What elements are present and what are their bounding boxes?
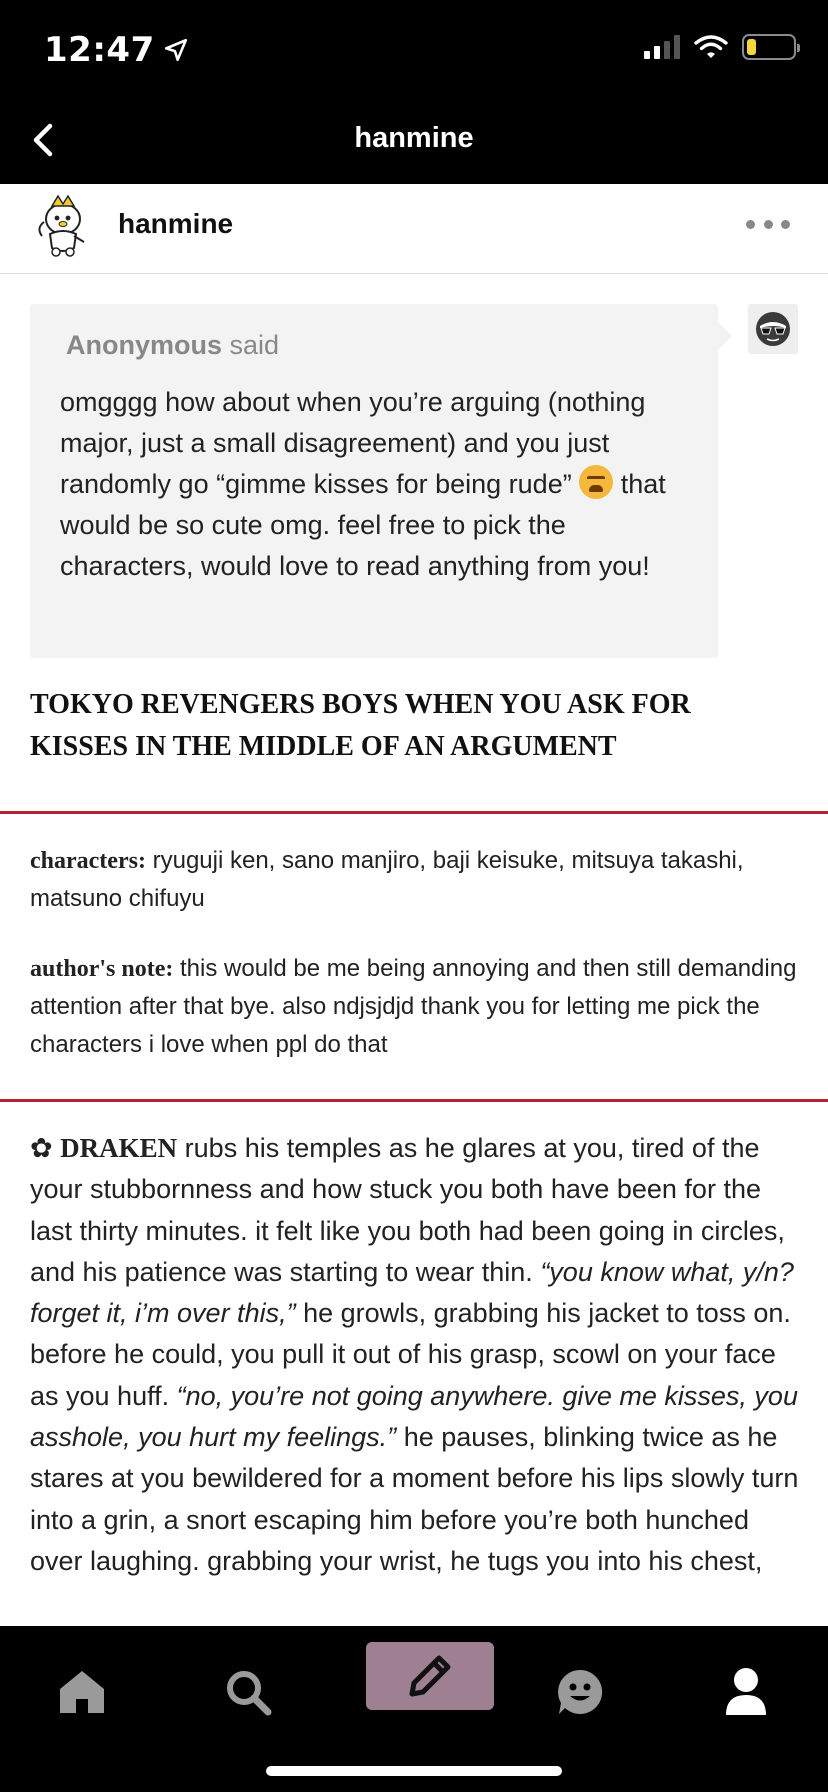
characters-text: ryuguji ken, sano manjiro, baji keisuke, mitsuya takashi, matsuno chifuyu bbox=[30, 847, 744, 912]
status-time-text: 12:47 bbox=[44, 30, 155, 70]
asker-line bbox=[66, 330, 279, 361]
blog-header bbox=[0, 184, 828, 274]
tab-compose[interactable] bbox=[366, 1642, 494, 1710]
battery-fill bbox=[747, 39, 756, 55]
tab-search[interactable] bbox=[218, 1662, 278, 1722]
author-note-label: author's note: bbox=[30, 956, 174, 982]
answerer-avatar[interactable] bbox=[748, 304, 798, 354]
section-quote-1: “you know what, y/n? forget it, i’m over this,” bbox=[30, 1256, 794, 1329]
characters-label: characters: bbox=[30, 848, 146, 874]
battery-icon bbox=[742, 34, 796, 60]
ask-text-part2: that would be so cute omg. feel free to pick the characters, would love to read anything from you! bbox=[60, 469, 666, 581]
draken-section bbox=[30, 1128, 802, 1582]
status-bar bbox=[0, 0, 828, 96]
section-paragraph-2: he growls, grabbing his jacket to toss on. before he could, you pull it out of his grasp, scowl on your face as you huff. bbox=[30, 1298, 791, 1411]
status-indicators bbox=[644, 34, 796, 60]
home-indicator[interactable] bbox=[266, 1766, 562, 1776]
location-arrow-icon bbox=[163, 37, 189, 63]
wifi-icon bbox=[694, 34, 728, 60]
divider-bottom bbox=[0, 1099, 828, 1102]
author-note-block bbox=[30, 950, 800, 1064]
section-quote-2: “no, you’re not going anywhere. give me kisses, you asshole, you hurt my feelings.” bbox=[30, 1380, 798, 1453]
characters-block bbox=[30, 842, 800, 918]
section-paragraph-1: rubs his temples as he glares at you, tired of the your stubbornness and how stuck you both have been for the last thirty minutes. it felt like you both had been going in circles, and his patience was starting to wear thin. bbox=[30, 1133, 785, 1287]
smiley-activity-icon bbox=[555, 1667, 605, 1717]
ask-text-part1: omgggg how about when you’re arguing (nothing major, just a small disagreement) and you just randomly go “gimme kisses for being rude” bbox=[60, 387, 646, 499]
nav-title: hanmine bbox=[354, 122, 474, 154]
nav-bar bbox=[0, 96, 828, 184]
divider-top bbox=[0, 811, 828, 814]
status-time bbox=[44, 30, 189, 70]
account-person-icon bbox=[724, 1667, 768, 1717]
post-title: TOKYO REVENGERS BOYS WHEN YOU ASK FOR KISSES IN THE MIDDLE OF AN ARGUMENT bbox=[30, 689, 691, 762]
blog-avatar[interactable] bbox=[30, 192, 100, 262]
asker-said: said bbox=[229, 330, 280, 360]
flower-bullet-icon: ✿ bbox=[30, 1133, 53, 1163]
section-character-name: DRAKEN bbox=[60, 1133, 178, 1163]
home-icon bbox=[58, 1669, 106, 1715]
cellular-signal-icon bbox=[644, 35, 680, 59]
asker-name: Anonymous bbox=[66, 330, 223, 360]
tab-activity[interactable] bbox=[550, 1662, 610, 1722]
blog-name[interactable]: hanmine bbox=[118, 208, 234, 239]
more-options-icon[interactable] bbox=[746, 212, 790, 236]
weary-face-emoji-icon bbox=[579, 465, 613, 499]
ask-bubble bbox=[30, 304, 718, 658]
pencil-icon bbox=[406, 1652, 454, 1700]
tab-bar bbox=[0, 1626, 828, 1792]
section-paragraph-3: he pauses, blinking twice as he stares at you bewildered for a moment before his lips slowly turn into a grin, a snort escaping him before you’re both hunched over laughing. grabbing your wrist, he tugs you into his chest, bbox=[30, 1422, 799, 1576]
tab-account[interactable] bbox=[716, 1662, 776, 1722]
tab-home[interactable] bbox=[52, 1662, 112, 1722]
search-icon bbox=[224, 1668, 272, 1716]
author-note-text: this would be me being annoying and then still demanding attention after that bye. also ndjsjdjd thank you for letting me pick the characters i love when ppl do that bbox=[30, 955, 797, 1058]
ask-text bbox=[60, 382, 690, 587]
